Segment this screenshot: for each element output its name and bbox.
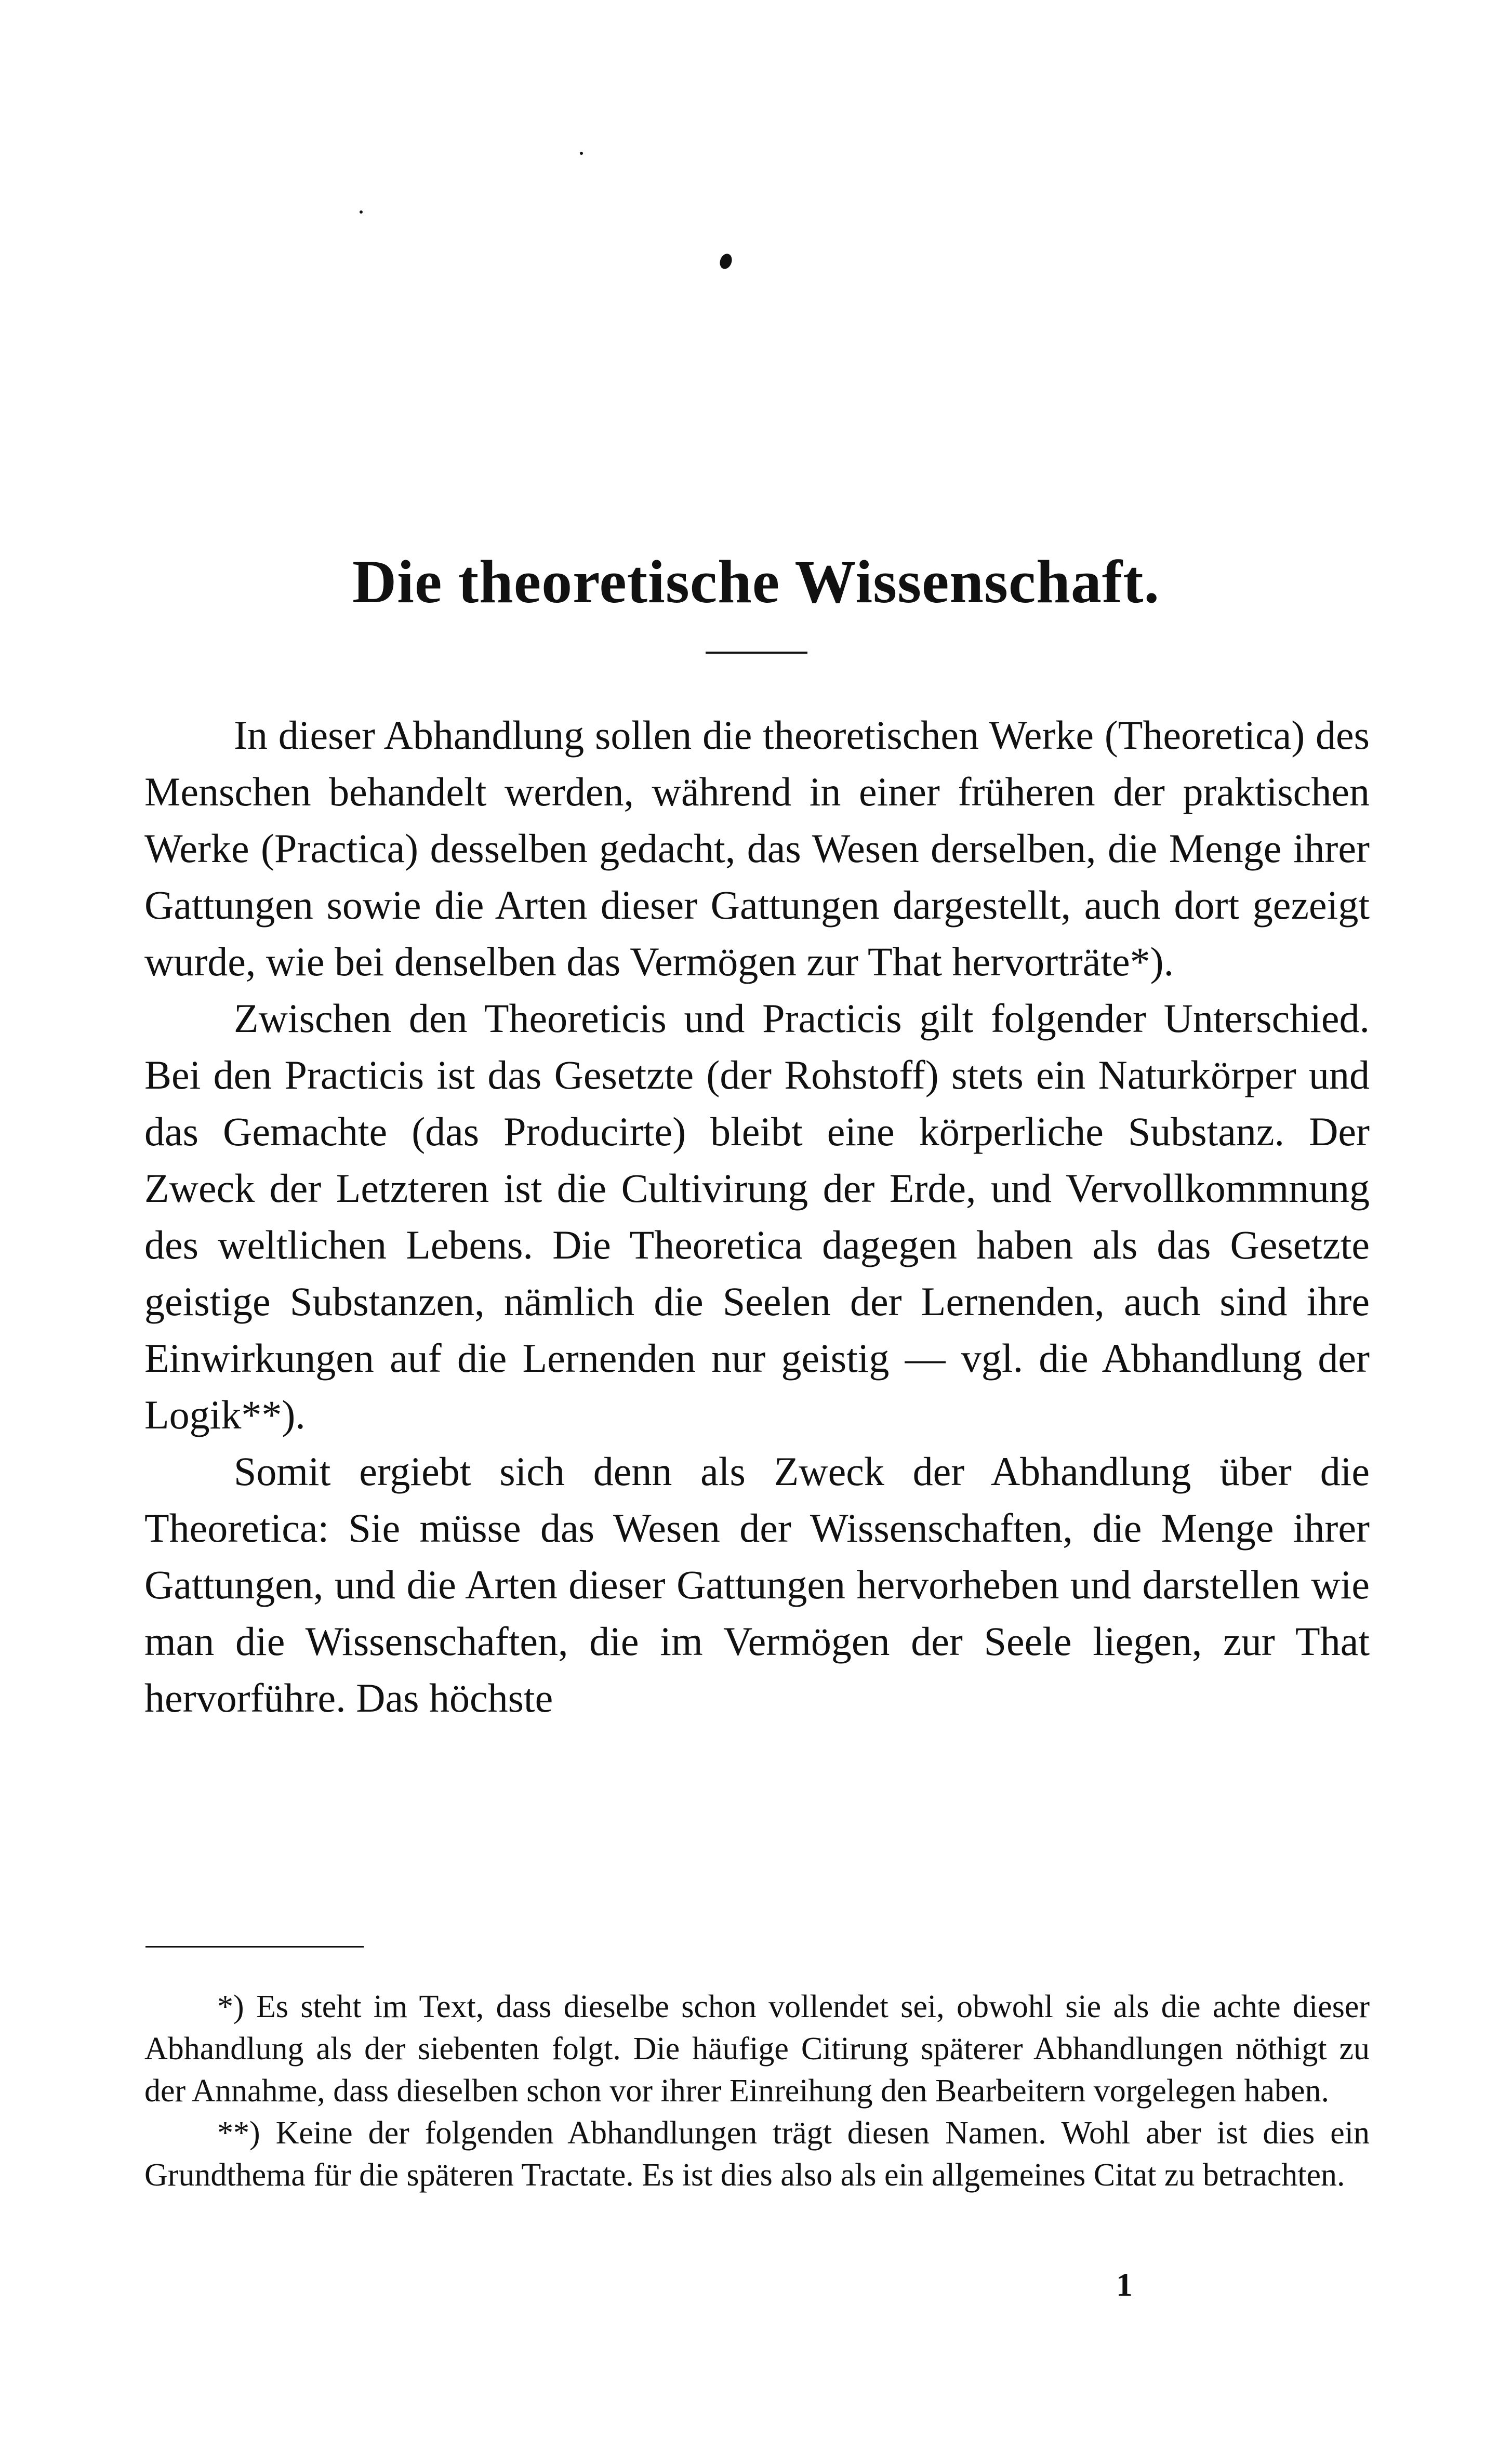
footnote: **) Keine der folgenden Abhandlungen trägt diesen Namen. Wohl aber ist dies ein Grundthema für die späteren Tractate. Es ist dies also als ein allgemeines Citat zu betrachten. bbox=[144, 2115, 1370, 2193]
title-rule bbox=[706, 652, 807, 654]
paragraph: Somit ergiebt sich denn als Zweck der Abhandlung über die Theoretica: Sie müsse das Wesen der Wissenschaften, die Menge ihrer Gattungen, und die Arten dieser Gattungen hervorheben und darstellen wie man die Wissenschaften, die im Vermögen der Seele liegen, zur That hervorführe. Das höchste bbox=[144, 1449, 1370, 1720]
footnote-rule bbox=[145, 1946, 364, 1948]
scan-speck bbox=[360, 210, 363, 214]
footnote: *) Es steht im Text, dass dieselbe schon vollendet sei, obwohl sie als die achte dieser Abhandlung als der siebenten folgt. Die häufige Citirung späterer Abhandlungen nöthigt zu der Annahme, dass dieselben schon vor ihrer Einreihung den Bearbeitern vorgelegen haben. bbox=[144, 1989, 1370, 2109]
scan-speck bbox=[718, 252, 734, 271]
scan-speck bbox=[580, 152, 583, 155]
signature-mark: 1 bbox=[1116, 2266, 1133, 2303]
page-title: Die theoretische Wissenschaft. bbox=[352, 548, 1160, 616]
footnotes bbox=[144, 1986, 1370, 2196]
main-text bbox=[144, 707, 1370, 1726]
paragraph: In dieser Abhandlung sollen die theoretischen Werke (Theoretica) des Menschen behandelt werden, während in einer früheren der praktischen Werke (Practica) desselben gedacht, das Wesen derselben, die Menge ihrer Gattungen sowie die Arten dieser Gattungen dargestellt, auch dort gezeigt wurde, wie bei denselben das Vermögen zur That hervorträte*). bbox=[144, 712, 1370, 984]
paragraph: Zwischen den Theoreticis und Practicis gilt folgender Unterschied. Bei den Practicis ist das Gesetzte (der Rohstoff) stets ein Naturkörper und das Gemachte (das Producirte) bleibt eine körperliche Substanz. Der Zweck der Letzteren ist die Cultivirung der Erde, und Vervollkommnung des weltlichen Lebens. Die Theoretica dagegen haben als das Gesetzte geistige Substanzen, nämlich die Seelen der Lernenden, auch sind ihre Einwirkungen auf die Lernenden nur geistig — vgl. die Abhandlung der Logik**). bbox=[144, 996, 1370, 1437]
